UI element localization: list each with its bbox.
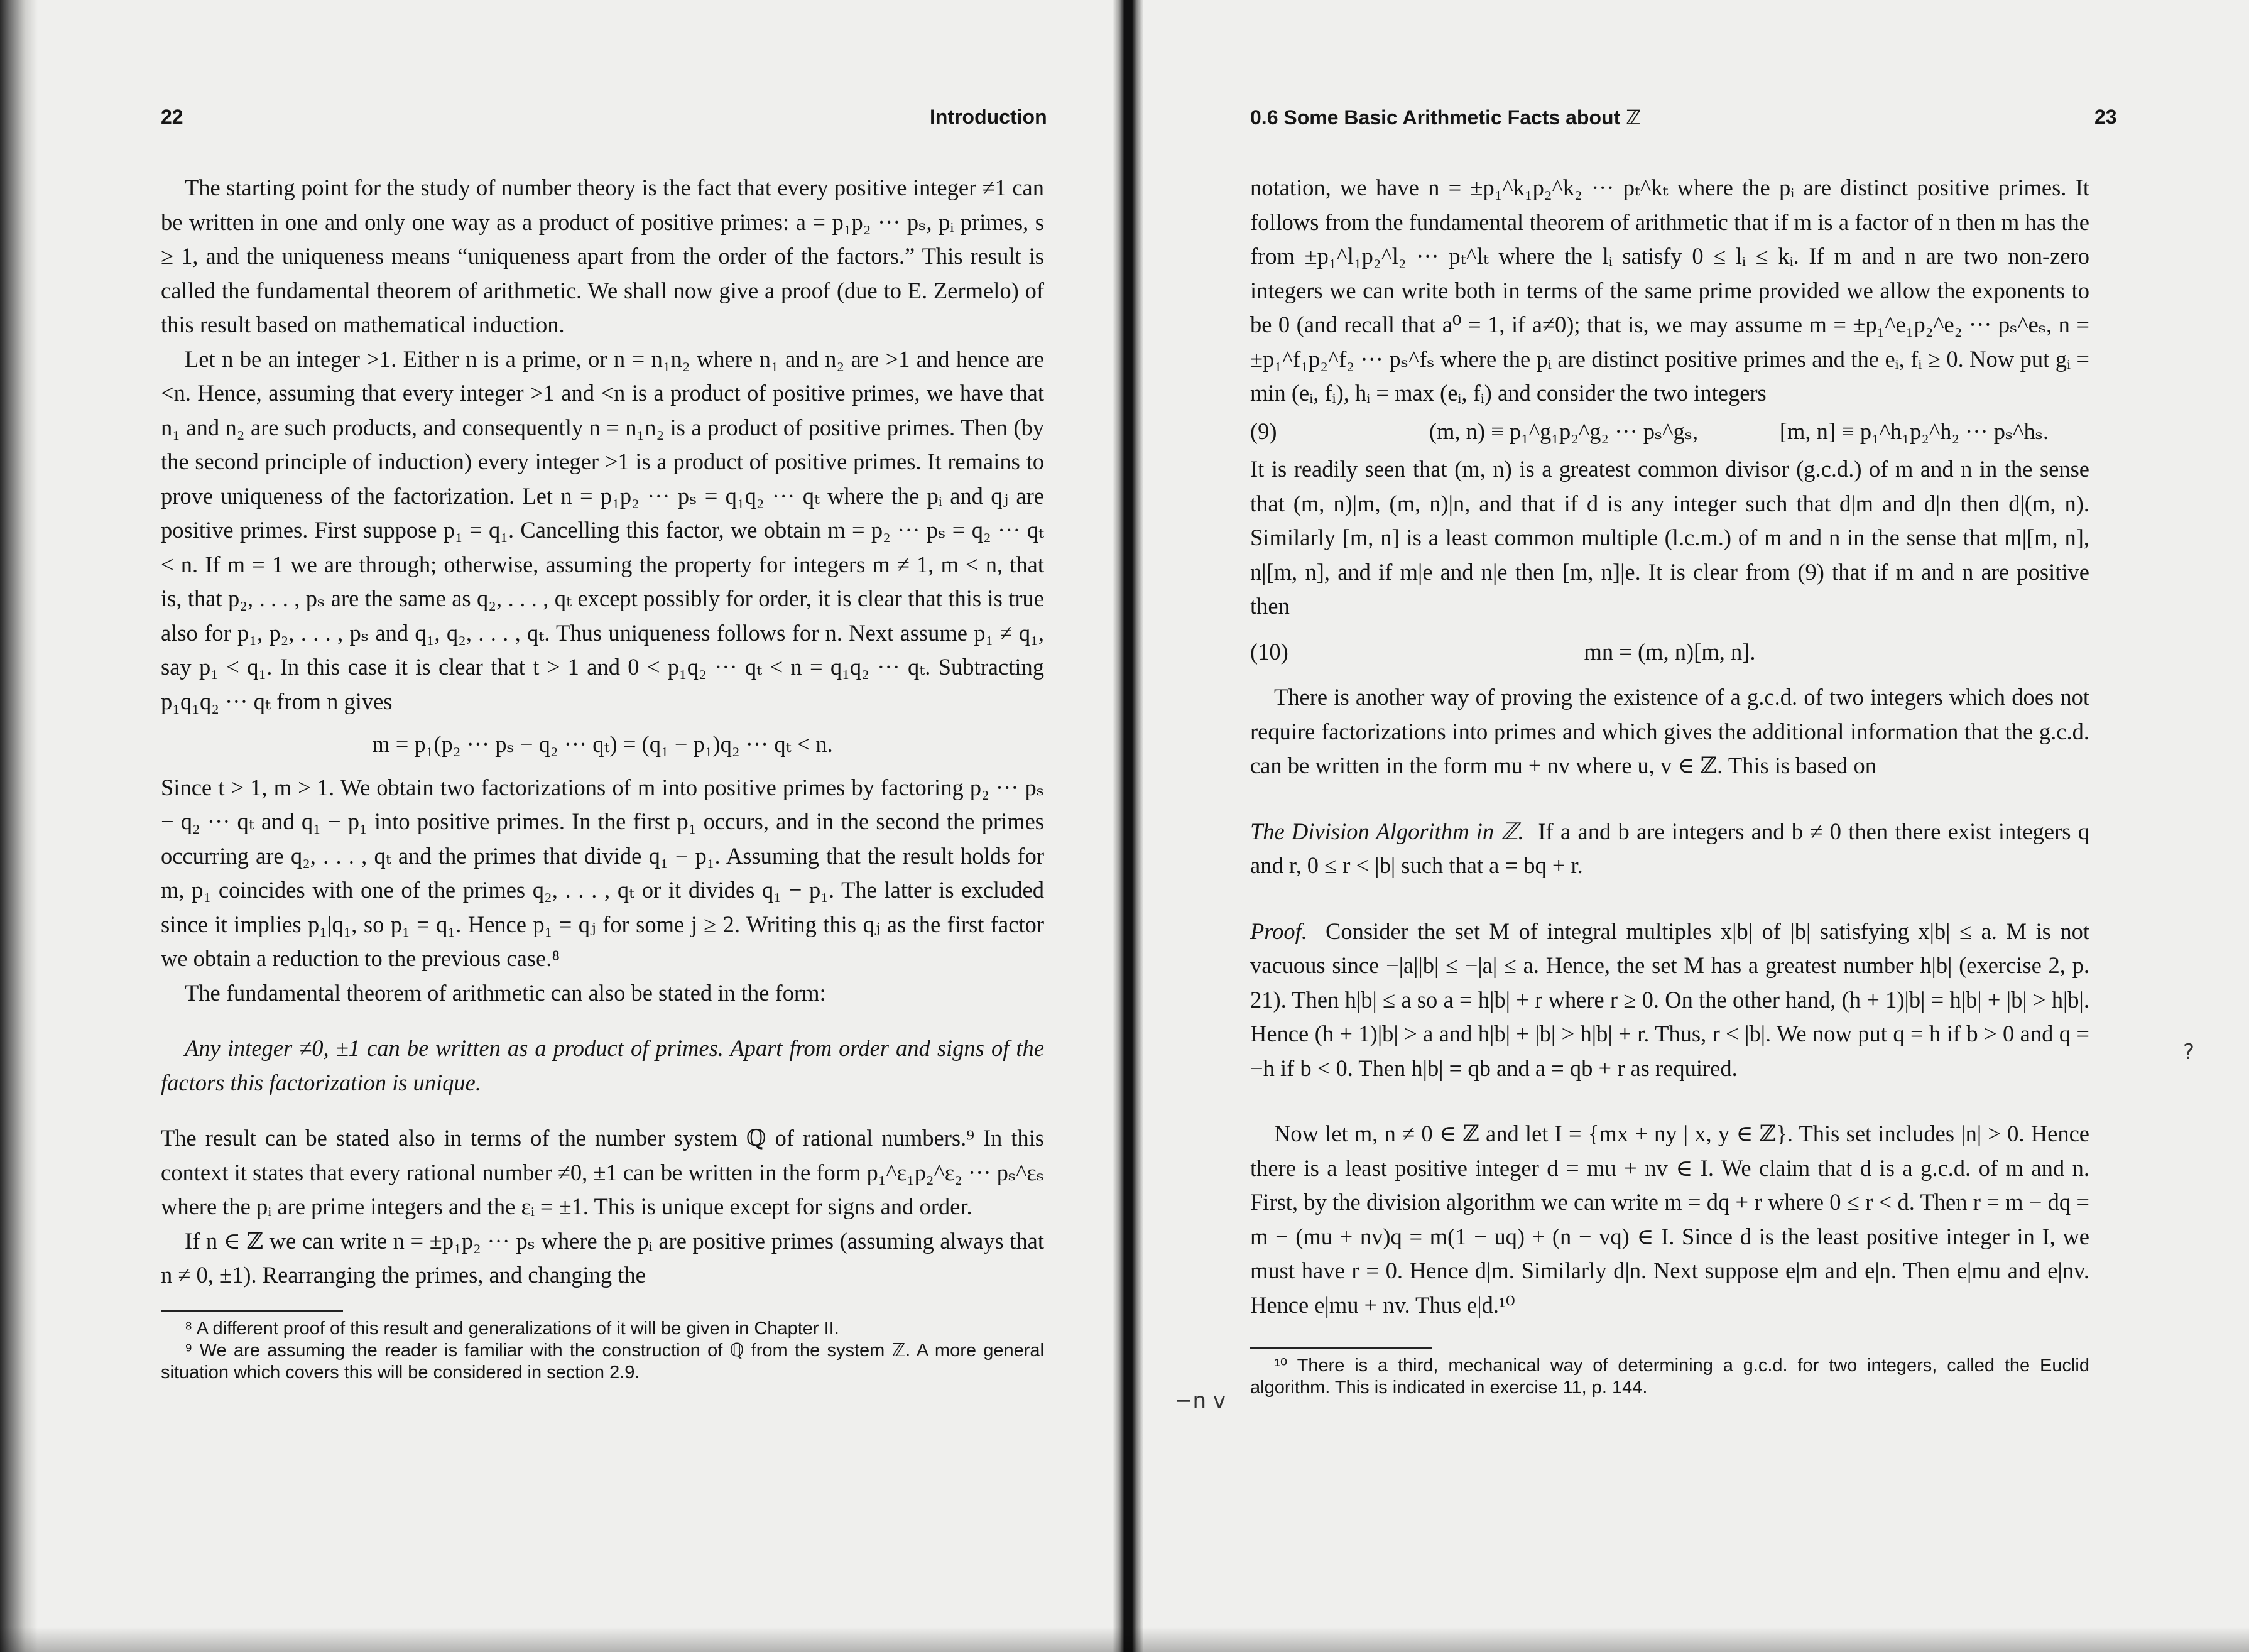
paragraph: Since t > 1, m > 1. We obtain two factorizations of m into positive primes by factoring p₂ ··· pₛ − q₂ ··· qₜ and q₁ − p₁ into positive primes. In the first p₁ occurs, and in the second the primes occurring are q₂, . . . , qₜ and the primes that divide q₁ − p₁. Assuming that the result holds for m, p₁ coincides with one of the primes q₂, . . . , qₜ or it divides q₁ − p₁. The latter is excluded since it implies p₁|q₁, so p₁ = q₁. Hence p₁ = qⱼ for some j ≥ 2. Writing this qⱼ as the first factor we obtain a reduction to the previous case.⁸ — [161, 774, 1044, 971]
right-page — [1143, 0, 2249, 1652]
paragraph: Now let m, n ≠ 0 ∈ ℤ and let I = {mx + ny | x, y ∈ ℤ}. This set includes |n| > 0. Hence there is a least positive integer d = mu + nv ∈ I. We claim that d is a g.c.d. of m and n. First, by the division algorithm we can write m = dq + r where 0 ≤ r < d. Then r = m − dq = m − (mu + nv)q = m(1 − uq) + (n − vq) ∈ I. Since d is the least positive integer in I, we must have r = 0. Hence d|m. Similarly d|n. Next suppose e|m and e|n. Then e|mu and e|nv. Hence e|mu + nv. Thus e|d.¹⁰ — [1250, 1121, 2089, 1318]
page-number: 22 — [161, 106, 183, 128]
handwritten-margin-note: ? — [2183, 1040, 2195, 1065]
right-page-body — [1250, 171, 2089, 1399]
paragraph: Let n be an integer >1. Either n is a prime, or n = n₁n₂ where n₁ and n₂ are >1 and hence are <n. Hence, assuming that every integer >1 and <n is a product of positive primes, we have that n₁ and n₂ are such products, and consequently n = n₁n₂ is a product of positive primes. Then (by the second principle of induction) every integer >1 is a product of positive primes. It remains to prove uniqueness of the factorization. Let n = p₁p₂ ··· pₛ = q₁q₂ ··· qₜ where the pᵢ and qⱼ are positive primes. First suppose p₁ = q₁. Cancelling this factor, we obtain m = p₂ ··· pₛ = q₂ ··· qₜ < n. If m = 1 we are through; otherwise, assuming the property for integers m ≠ 1, m < n, that is, that p₂, . . . , pₛ are the same as q₂, . . . , qₜ except possibly for order, it is clear that this is true also for p₁, p₂, . . . , pₛ and q₁, q₂, . . . , qₜ. Thus uniqueness follows for n. Next assume p₁ ≠ q₁, say p₁ < q₁. In this case it is clear that t > 1 and 0 < p₁q₂ ··· qₜ < n = q₁q₂ ··· qₜ. Subtracting p₁q₁q₂ ··· qₜ from n gives — [161, 345, 1044, 714]
equation-9 — [1250, 415, 2089, 449]
left-page-body — [161, 171, 1044, 1384]
paragraph: notation, we have n = ±p₁^k₁p₂^k₂ ··· pₜ^kₜ where the pᵢ are distinct positive primes. It follows from the fundamental theorem of arithmetic that if m is a factor of n then m has the from ±p₁^l₁p₂^l₂ ··· pₜ^lₜ where the lᵢ satisfy 0 ≤ lᵢ ≤ kᵢ. If m and n are two non-zero integers we can write both in terms of the same prime provided we allow the exponents to be 0 (and recall that a⁰ = 1, if a≠0); that is, we may assume m = ±p₁^e₁p₂^e₂ ··· pₛ^eₛ, n = ±p₁^f₁p₂^f₂ ··· pₛ^fₛ where the pᵢ are distinct positive primes and the eᵢ, fᵢ ≥ 0. Now put gᵢ = min (eᵢ, fᵢ), hᵢ = max (eᵢ, fᵢ) and consider the two integers — [1250, 175, 2089, 406]
proof — [1250, 915, 2089, 1086]
display-equation: m = p₁(p₂ ··· pₛ − q₂ ··· qₜ) = (q₁ − p₁)q₂ ··· qₜ < n. — [372, 731, 833, 757]
paragraph: It is readily seen that (m, n) is a greatest common divisor (g.c.d.) of m and n in the sense that (m, n)|m, (m, n)|n, and that if d is any integer such that d|m and d|n then d|(m, n). Similarly [m, n] is a least common multiple (l.c.m.) of m and n in the sense that m|[m, n], n|[m, n], and if m|e and n|e then [m, n]|e. It is clear from (9) that if m and n are positive then — [1250, 456, 2089, 619]
spacer — [161, 1010, 1044, 1031]
theorem-text: If a and b are integers and b ≠ 0 then there exist integers q and r, 0 ≤ r < |b| such that a = bq + r. — [1250, 818, 2090, 878]
footnote-rule — [1250, 1347, 1432, 1349]
running-head: Introduction — [930, 106, 1047, 128]
equation: mn = (m, n)[m, n]. — [1584, 638, 1756, 665]
equation-number: (9) — [1250, 418, 1277, 444]
footnote: ⁸ A different proof of this result and generalizations of it will be given in Chapter II. — [185, 1318, 839, 1339]
left-page — [0, 0, 1113, 1652]
paragraph: There is another way of proving the existence of a g.c.d. of two integers which does not require factorizations into primes and which gives the additional information that the g.c.d. can be written in the form mu + nv where u, v ∈ ℤ. This is based on — [1250, 684, 2089, 778]
paragraph: The starting point for the study of number theory is the fact that every positive integer ≠1 can be written in one and only one way as a product of positive primes: a = p₁p₂ ··· pₛ, pᵢ primes, s ≥ 1, and the uniqueness means “uniqueness apart from the order of the factors.” This result is called the fundamental theorem of arithmetic. We shall now give a proof (due to E. Zermelo) of this result based on mathematical induction. — [161, 175, 1044, 337]
paragraph: The result can be stated also in terms of the number system ℚ of rational numbers.⁹ In this context it states that every rational number ≠0, ±1 can be written in the form p₁^ε₁p₂^ε₂ ··· pₛ^εₛ where the pᵢ are prime integers and the εᵢ = ±1. This is unique except for signs and order. — [161, 1125, 1044, 1219]
handwritten-margin-note: −n v — [1175, 1388, 1226, 1413]
proof-label: Proof. — [1250, 918, 1307, 944]
equation-10 — [1250, 635, 2089, 670]
spacer — [1250, 783, 2089, 815]
book-spine — [1113, 0, 1143, 1652]
theorem — [1250, 815, 2089, 883]
footnote-rule — [161, 1310, 343, 1312]
equation-lcm: [m, n] ≡ p₁^h₁p₂^h₂ ··· pₛ^hₛ. — [1779, 418, 2049, 444]
paragraph: If n ∈ ℤ we can write n = ±p₁p₂ ··· pₛ where the pᵢ are positive primes (assuming always that n ≠ 0, ±1). Rearranging the primes, and changing the — [161, 1227, 1044, 1288]
running-head: 0.6 Some Basic Arithmetic Facts about ℤ — [1250, 106, 1642, 129]
theorem-statement: Any integer ≠0, ±1 can be written as a product of primes. Apart from order and signs of the factors this factorization is unique. — [161, 1035, 1044, 1095]
paragraph: The fundamental theorem of arithmetic can also be stated in the form: — [185, 979, 826, 1006]
footnote: ¹⁰ There is a third, mechanical way of determining a g.c.d. for two integers, called the Euclid algorithm. This is indicated in exercise 11, p. 144. — [1250, 1356, 2089, 1398]
page-number: 23 — [2094, 106, 2117, 128]
spacer — [1250, 1085, 2089, 1117]
spacer — [161, 1100, 1044, 1121]
proof-text: Consider the set M of integral multiples x|b| of |b| satisfying x|b| ≤ a. M is not vacuous since −|a||b| ≤ −|a| ≤ a. Hence, the set M has a greatest number h|b| (exercise 2, p. 21). Then h|b| ≤ a so a = h|b| + r where r ≥ 0. On the other hand, (h + 1)|b| = h|b| + |b| > h|b|. Hence (h + 1)|b| > a and h|b| + |b| > h|b| + r. Thus, r < |b|. We now put q = h if b > 0 and q = −h if b < 0. Then h|b| = qb and a = qb + r as required. — [1250, 918, 2089, 1081]
footnote: ⁹ We are assuming the reader is familiar with the construction of ℚ from the system ℤ. A more general situation which covers this will be considered in section 2.9. — [161, 1340, 1044, 1383]
spacer — [1250, 883, 2089, 915]
bottom-shadow — [0, 1627, 2249, 1652]
equation-gcd: (m, n) ≡ p₁^g₁p₂^g₂ ··· pₛ^gₛ, — [1429, 418, 1699, 444]
equation-number: (10) — [1250, 638, 1288, 665]
theorem-title: The Division Algorithm in ℤ. — [1250, 818, 1524, 844]
